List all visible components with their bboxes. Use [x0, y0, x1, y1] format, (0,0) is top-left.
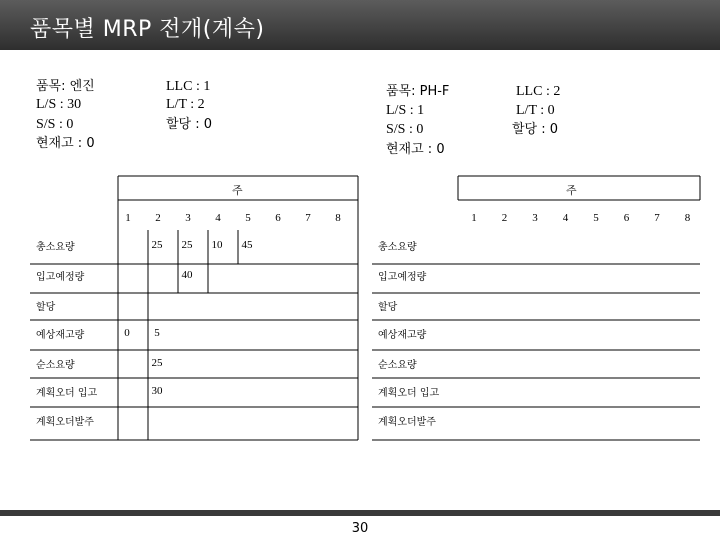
- left-period-5: 5: [245, 212, 251, 224]
- left-cell: 0: [124, 327, 130, 339]
- left-row-label: 할당: [36, 302, 56, 313]
- right-safety-stock: S/S : 0: [386, 122, 424, 137]
- left-row-label: 계획오더 입고: [36, 388, 98, 399]
- right-row-label: 계획오더발주: [378, 417, 436, 428]
- left-row-label: 계획오더발주: [36, 417, 94, 428]
- left-cell: 10: [211, 239, 223, 251]
- left-period-3: 3: [185, 212, 191, 224]
- bottom-bar: [0, 510, 720, 516]
- left-period-6: 6: [275, 212, 281, 224]
- right-week-header: 주: [566, 184, 577, 197]
- left-period-1: 1: [125, 212, 131, 224]
- left-on-hand: 현재고 : 0: [36, 136, 95, 151]
- left-cell: 5: [154, 327, 160, 339]
- left-period-8: 8: [335, 212, 341, 224]
- right-period-7: 7: [654, 212, 660, 224]
- left-cell: 25: [181, 239, 193, 251]
- left-item-name: 품목: 엔진: [36, 79, 95, 94]
- left-cell: 25: [151, 239, 163, 251]
- left-cell: 25: [151, 357, 163, 369]
- left-row-label: 순소요량: [36, 360, 75, 371]
- right-period-4: 4: [562, 212, 569, 224]
- right-lead-time: L/T : 0: [516, 103, 555, 118]
- left-cell: 45: [241, 239, 253, 251]
- left-row-label: 예상재고량: [36, 330, 85, 341]
- left-lead-time: L/T : 2: [166, 97, 205, 112]
- left-cell: 30: [151, 385, 163, 397]
- right-row-label: 예상재고량: [378, 330, 427, 341]
- left-week-header: 주: [232, 184, 243, 197]
- right-row-label: 순소요량: [378, 360, 417, 371]
- right-lot-size: L/S : 1: [386, 103, 425, 118]
- right-row-label: 입고예정량: [378, 272, 427, 283]
- right-row-label: 할당: [378, 302, 398, 313]
- right-period-2: 2: [501, 212, 508, 224]
- left-row-label: 총소요량: [36, 242, 75, 253]
- right-on-hand: 현재고 : 0: [386, 142, 445, 157]
- right-period-1: 1: [471, 212, 477, 224]
- left-period-2: 2: [155, 212, 161, 224]
- left-lot-size: L/S : 30: [36, 97, 82, 112]
- right-llc: LLC : 2: [516, 84, 561, 99]
- right-period-8: 8: [684, 212, 691, 224]
- left-allocated: 할당 : 0: [166, 117, 213, 132]
- right-period-5: 5: [593, 212, 599, 224]
- right-item-name: 품목: PH-F: [386, 84, 450, 99]
- left-period-7: 7: [305, 212, 311, 224]
- right-period-6: 6: [623, 212, 630, 224]
- right-row-label: 계획오더 입고: [378, 388, 440, 399]
- right-row-label: 총소요량: [378, 242, 417, 253]
- page-number: 30: [351, 521, 369, 536]
- left-row-label: 입고예정량: [36, 272, 85, 283]
- right-period-3: 3: [532, 212, 538, 224]
- right-allocated: 할당 : 0: [512, 122, 559, 137]
- page-title: 품목별 MRP 전개(계속): [30, 17, 265, 42]
- left-safety-stock: S/S : 0: [36, 117, 74, 132]
- left-cell: 40: [181, 269, 193, 281]
- left-period-4: 4: [215, 212, 221, 224]
- left-llc: LLC : 1: [166, 79, 211, 94]
